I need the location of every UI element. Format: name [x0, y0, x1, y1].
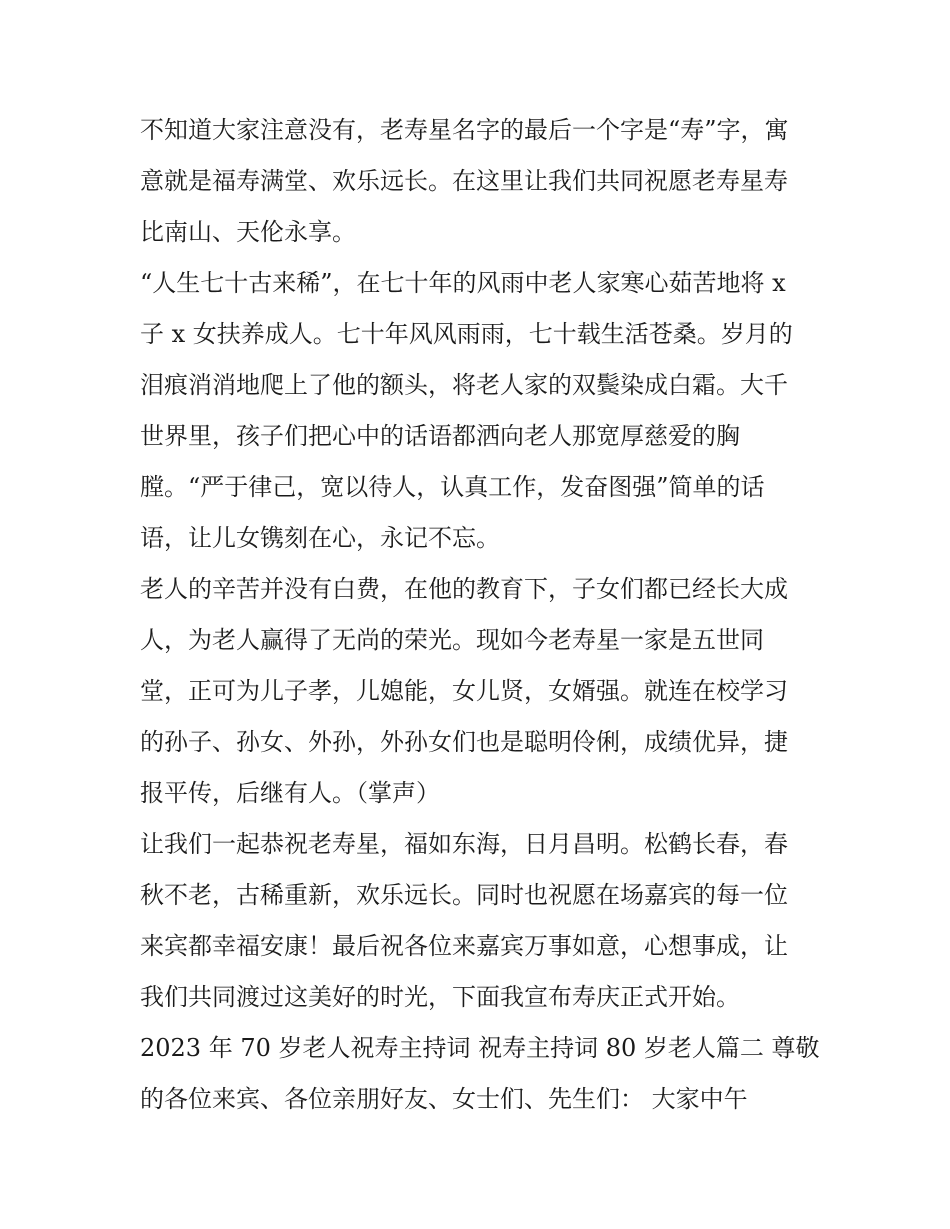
- text-line: 世界里，孩子们把心中的话语都洒向老人那宽厚慈爱的胸: [140, 422, 740, 450]
- text-line: 的各位来宾、各位亲朋好友、女士们、先生们： 大家中午: [140, 1085, 748, 1113]
- text-line: 语，让儿女镌刻在心，永记不忘。: [140, 524, 500, 552]
- text-line: 2023 年 70 岁老人祝寿主持词 祝寿主持词 80 岁老人篇二 尊敬: [140, 1034, 820, 1062]
- text-line: 我们共同渡过这美好的时光，下面我宣布寿庆正式开始。: [140, 983, 740, 1011]
- text-line: 堂，正可为儿子孝，儿媳能，女儿贤，女婿强。就连在校学习: [140, 677, 788, 705]
- text-line: 人，为老人赢得了无尚的荣光。现如今老寿星一家是五世同: [140, 626, 764, 654]
- text-line: 比南山、天伦永享。: [140, 218, 356, 246]
- document-body: [140, 105, 820, 1125]
- text-line: 让我们一起恭祝老寿星，福如东海，日月昌明。松鹤长春，春: [140, 830, 788, 858]
- text-line: 来宾都幸福安康！最后祝各位来嘉宾万事如意，心想事成，让: [140, 932, 788, 960]
- text-line: 的孙子、孙女、外孙，外孙女们也是聪明伶俐，成绩优异，捷: [140, 728, 788, 756]
- text-line: 膛。“严于律己，宽以待人，认真工作，发奋图强”简单的话: [140, 473, 765, 501]
- text-line: “人生七十古来稀”，在七十年的风雨中老人家寒心茹苦地将 x: [140, 269, 786, 297]
- text-line: 秋不老，古稀重新，欢乐远长。同时也祝愿在场嘉宾的每一位: [140, 881, 788, 909]
- text-line: 报平传，后继有人。（掌声）: [140, 779, 440, 807]
- text-line: 意就是福寿满堂、欢乐远长。在这里让我们共同祝愿老寿星寿: [140, 167, 788, 195]
- text-line: 子 x 女扶养成人。七十年风风雨雨，七十载生活苍桑。岁月的: [140, 320, 793, 348]
- text-line: 老人的辛苦并没有白费，在他的教育下，子女们都已经长大成: [140, 575, 788, 603]
- text-line: 泪痕消消地爬上了他的额头，将老人家的双鬓染成白霜。大千: [140, 371, 788, 399]
- text-line: 不知道大家注意没有，老寿星名字的最后一个字是“寿”字，寓: [140, 116, 789, 144]
